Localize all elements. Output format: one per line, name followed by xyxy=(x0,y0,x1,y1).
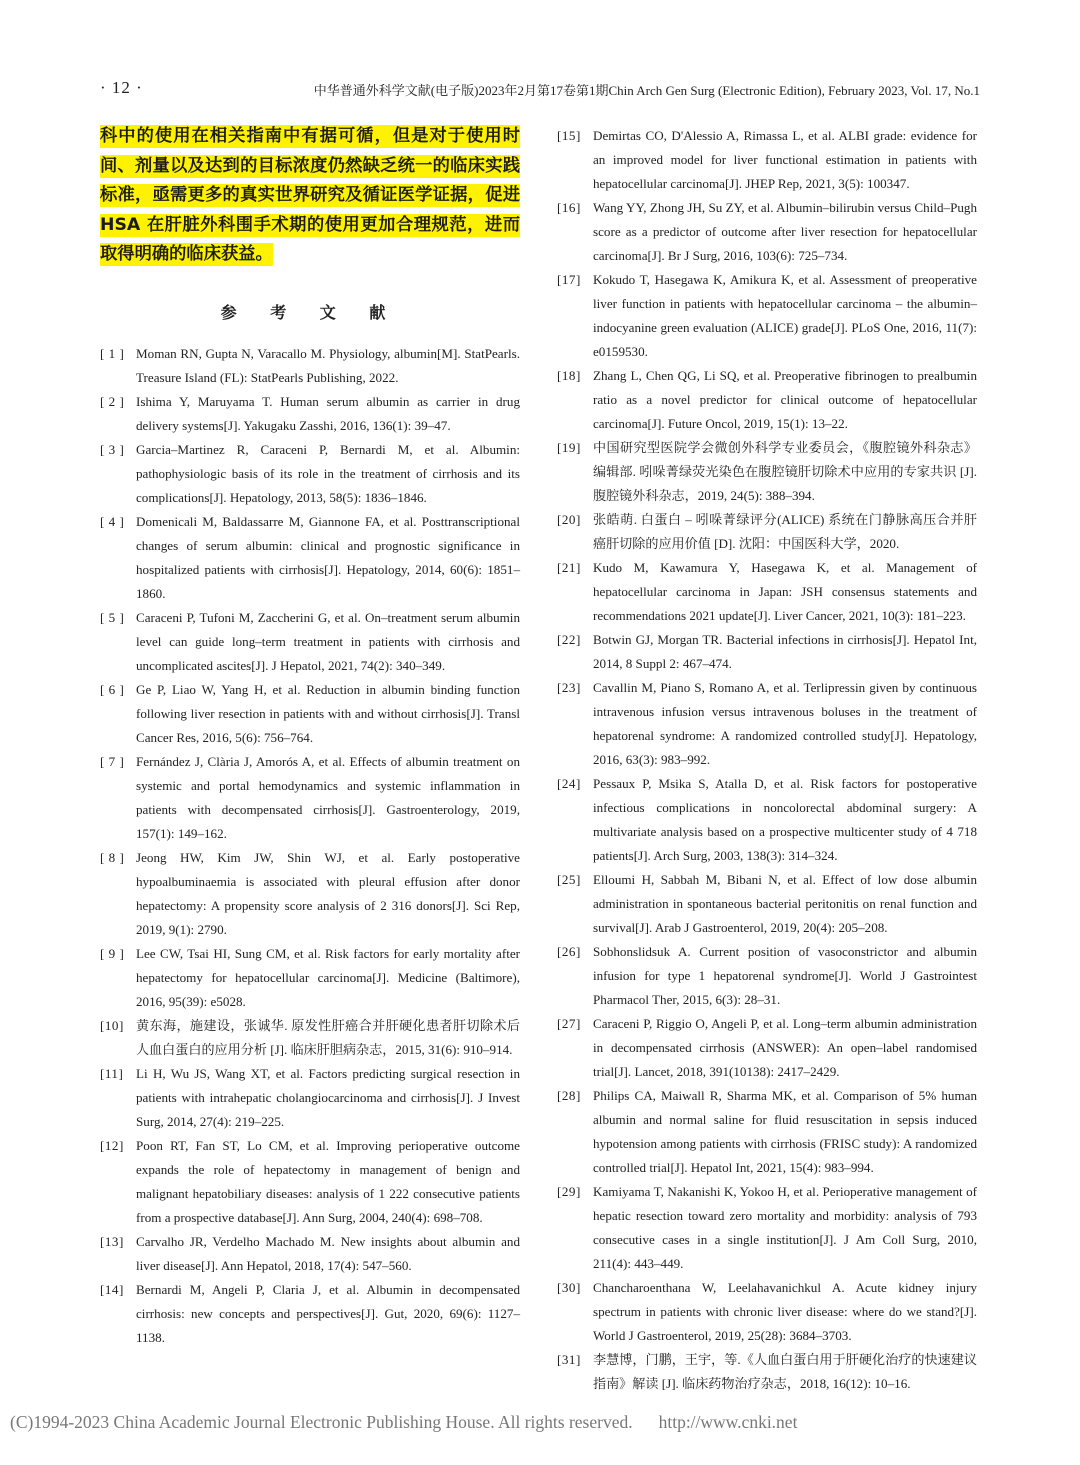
reference-text: Ge P, Liao W, Yang H, et al. Reduction in albumin binding function following liver resection in patients with and without cirrhosis[J]. Transl Cancer Res, 2016, 5(6): 756–764. xyxy=(136,681,520,745)
reference-item xyxy=(557,772,977,868)
reference-number: [22] xyxy=(557,632,581,647)
reference-number: [30] xyxy=(557,1280,581,1295)
reference-item xyxy=(557,1012,977,1084)
reference-item xyxy=(100,942,520,1014)
reference-text: Caraceni P, Tufoni M, Zaccherini G, et al. On–treatment serum albumin level can guide long–term treatment in patients with cirrhosis and uncomplicated ascites[J]. J Hepatol, 2021, 74(2): 340–349. xyxy=(136,609,520,673)
left-column xyxy=(100,122,520,1350)
reference-item xyxy=(557,508,977,556)
reference-text: Philips CA, Maiwall R, Sharma MK, et al. Comparison of 5% human albumin and normal saline for fluid resuscitation in sepsis induced hypotension among patients with cirrhosis (FRISC study): A randomized controlled trial[J]. Hepatol Int, 2021, 15(4): 983–994. xyxy=(593,1088,977,1175)
reference-text: Botwin GJ, Morgan TR. Bacterial infections in cirrhosis[J]. Hepatol Int, 2014, 8 Suppl 2: 467–474. xyxy=(593,632,977,671)
highlighted-conclusion xyxy=(100,122,520,270)
reference-text: Garcia–Martinez R, Caraceni P, Bernardi M, et al. Albumin: pathophysiologic basis of its role in the treatment of cirrhosis and its complications[J]. Hepatology, 2013, 58(5): 1836–1846. xyxy=(136,441,520,505)
reference-text: Fernández J, Clària J, Amorós A, et al. Effects of albumin treatment on systemic and portal hemodynamics and systemic inflammation in patients with decompensated cirrhosis[J]. Gastroenterology, 2019, 157(1): 149–162. xyxy=(136,753,520,841)
reference-text: Wang YY, Zhong JH, Su ZY, et al. Albumin–bilirubin versus Child–Pugh score as a predictor of outcome after liver resection for hepatocellular carcinoma[J]. Br J Surg, 2016, 103(6): 725–734. xyxy=(593,200,977,263)
reference-number: [20] xyxy=(557,512,581,527)
reference-text: Zhang L, Chen QG, Li SQ, et al. Preoperative fibrinogen to prealbumin ratio as a novel predictor for clinical outcome of hepatocellular carcinoma[J]. Future Oncol, 2019, 15(1): 13–22. xyxy=(593,368,977,431)
reference-number: [12] xyxy=(100,1137,124,1153)
reference-text: 张皓萌. 白蛋白 – 吲哚菁绿评分(ALICE) 系统在门静脉高压合并肝癌肝切除的应用价值 [D]. 沈阳：中国医科大学，2020. xyxy=(593,512,977,551)
reference-text: 黄东海，施建设，张诚华. 原发性肝癌合并肝硬化患者肝切除术后人血白蛋白的应用分析 [J]. 临床肝胆病杂志，2015, 31(6): 910–914. xyxy=(136,1017,520,1057)
reference-number: [11] xyxy=(100,1065,124,1081)
reference-number: [27] xyxy=(557,1016,581,1031)
reference-item xyxy=(100,1062,520,1134)
reference-text: Carvalho JR, Verdelho Machado M. New insights about albumin and liver disease[J]. Ann Hepatol, 2018, 17(4): 547–560. xyxy=(136,1233,520,1273)
reference-text: Cavallin M, Piano S, Romano A, et al. Terlipressin given by continuous intravenous infusion versus intravenous boluses in the treatment of hepatorenal syndrome: A randomized controlled study[J]. Hepatology, 2016, 63(3): 983–992. xyxy=(593,680,977,767)
reference-item xyxy=(557,436,977,508)
reference-text: Kudo M, Kawamura Y, Hasegawa K, et al. Management of hepatocellular carcinoma in Japan: JSH consensus statements and recommendations 2021 update[J]. Liver Cancer, 2021, 10(3): 181–223. xyxy=(593,560,977,623)
reference-number: [10] xyxy=(100,1017,124,1033)
reference-number: [29] xyxy=(557,1184,581,1199)
reference-number: [24] xyxy=(557,776,581,791)
reference-item xyxy=(100,606,520,678)
reference-item xyxy=(100,1278,520,1350)
references-heading: 参 考 文 献 xyxy=(220,302,400,322)
journal-running-head: 中华普通外科学文献(电子版)2023年2月第17卷第1期Chin Arch Gen Surg (Electronic Edition), February 2023, Vol. 17, No.1 xyxy=(313,83,980,98)
reference-item xyxy=(557,364,977,436)
reference-number: [ 9 ] xyxy=(100,945,125,961)
reference-item xyxy=(100,1134,520,1230)
reference-item xyxy=(100,750,520,846)
reference-item xyxy=(557,268,977,364)
reference-number: [15] xyxy=(557,128,581,143)
reference-text: 中国研究型医院学会微创外科学专业委员会，《腹腔镜外科杂志》编辑部. 吲哚菁绿荧光染色在腹腔镜肝切除术中应用的专家共识 [J]. 腹腔镜外科杂志，2019, 24(5): 388–394. xyxy=(593,440,977,503)
reference-number: [ 1 ] xyxy=(100,345,125,361)
copyright-notice: (C)1994-2023 China Academic Journal Electronic Publishing House. All rights reserved. xyxy=(10,1412,633,1432)
reference-item xyxy=(557,124,977,196)
reference-text: Moman RN, Gupta N, Varacallo M. Physiology, albumin[M]. StatPearls. Treasure Island (FL): StatPearls Publishing, 2022. xyxy=(136,345,520,385)
reference-item xyxy=(557,196,977,268)
reference-item xyxy=(100,510,520,606)
reference-text: Sobhonslidsuk A. Current position of vasoconstrictor and albumin infusion for type 1 hepatorenal syndrome[J]. World J Gastrointest Pharmacol Ther, 2015, 6(3): 28–31. xyxy=(593,944,977,1007)
reference-number: [13] xyxy=(100,1233,124,1249)
reference-text: Demirtas CO, D'Alessio A, Rimassa L, et al. ALBI grade: evidence for an improved model for liver functional estimation in patients with hepatocellular carcinoma[J]. JHEP Rep, 2021, 3(5): 100347. xyxy=(593,128,977,191)
reference-number: [25] xyxy=(557,872,581,887)
reference-number: [ 8 ] xyxy=(100,849,125,865)
reference-item xyxy=(557,628,977,676)
reference-number: [28] xyxy=(557,1088,581,1103)
reference-text: Elloumi H, Sabbah M, Bibani N, et al. Effect of low dose albumin administration in spontaneous bacterial peritonitis on renal function and survival[J]. Arab J Gastroenterol, 2019, 20(4): 205–208. xyxy=(593,872,977,935)
reference-text: Ishima Y, Maruyama T. Human serum albumin as carrier in drug delivery systems[J]. Yakugaku Zasshi, 2016, 136(1): 39–47. xyxy=(136,393,520,433)
reference-text: Poon RT, Fan ST, Lo CM, et al. Improving perioperative outcome expands the role of hepatectomy in management of benign and malignant hepatobiliary diseases: analysis of 1 222 consecutive patients from a prospective database[J]. Ann Surg, 2004, 240(4): 698–708. xyxy=(136,1137,520,1225)
reference-item xyxy=(100,678,520,750)
reference-number: [ 5 ] xyxy=(100,609,125,625)
reference-number: [14] xyxy=(100,1281,124,1297)
reference-text: 李慧博，门鹏，王宇，等.《人血白蛋白用于肝硬化治疗的快速建议指南》解读 [J]. 临床药物治疗杂志，2018, 16(12): 10–16. xyxy=(593,1352,977,1391)
page-footer xyxy=(10,1412,797,1433)
reference-number: [23] xyxy=(557,680,581,695)
reference-item xyxy=(100,342,520,390)
reference-text: Lee CW, Tsai HI, Sung CM, et al. Risk factors for early mortality after hepatectomy for hepatocellular carcinoma[J]. Medicine (Baltimore), 2016, 95(39): e5028. xyxy=(136,945,520,1009)
reference-list-right xyxy=(557,124,977,1396)
reference-item xyxy=(557,868,977,940)
reference-item xyxy=(100,1230,520,1278)
reference-number: [ 6 ] xyxy=(100,681,125,697)
reference-item xyxy=(100,846,520,942)
reference-number: [ 7 ] xyxy=(100,753,125,769)
reference-number: [31] xyxy=(557,1352,581,1367)
reference-item xyxy=(100,390,520,438)
page-header xyxy=(100,78,980,100)
reference-list-left xyxy=(100,342,520,1350)
reference-item xyxy=(557,940,977,1012)
right-column xyxy=(557,124,977,1396)
reference-number: [ 2 ] xyxy=(100,393,125,409)
reference-number: [26] xyxy=(557,944,581,959)
reference-text: Kokudo T, Hasegawa K, Amikura K, et al. Assessment of preoperative liver function in patients with hepatocellular carcinoma – the albumin–indocyanine green evaluation (ALICE) grade[J]. PLoS One, 2016, 11(7): e0159530. xyxy=(593,272,977,359)
reference-item xyxy=(557,1084,977,1180)
reference-text: Chancharoenthana W, Leelahavanichkul A. Acute kidney injury spectrum in patients with chronic liver disease: where do we stand?[J]. World J Gastroenterol, 2019, 25(28): 3684–3703. xyxy=(593,1280,977,1343)
reference-item xyxy=(557,1276,977,1348)
page-number: · 12 · xyxy=(100,78,143,97)
reference-text: Kamiyama T, Nakanishi K, Yokoo H, et al. Perioperative management of hepatic resection toward zero mortality and morbidity: analysis of 793 consecutive cases in a single institution[J]. J Am Coll Surg, 2010, 211(4): 443–449. xyxy=(593,1184,977,1271)
highlighted-text: 科中的使用在相关指南中有据可循，但是对于使用时间、剂量以及达到的目标浓度仍然缺乏统一的临床实践标准，亟需更多的真实世界研究及循证医学证据，促进 HSA 在肝脏外科围手术期的使用更加合理规范，进而取得明确的临床获益。 xyxy=(100,126,520,264)
reference-number: [18] xyxy=(557,368,581,383)
reference-text: Li H, Wu JS, Wang XT, et al. Factors predicting surgical resection in patients with intrahepatic cholangiocarcinoma and cirrhosis[J]. J Invest Surg, 2014, 27(4): 219–225. xyxy=(136,1065,520,1129)
reference-text: Pessaux P, Msika S, Atalla D, et al. Risk factors for postoperative infectious complications in noncolorectal abdominal surgery: A multivariate analysis based on a prospective multicenter study of 4 718 patients[J]. Arch Surg, 2003, 138(3): 314–324. xyxy=(593,776,977,863)
reference-number: [16] xyxy=(557,200,581,215)
reference-number: [ 4 ] xyxy=(100,513,125,529)
reference-item xyxy=(557,676,977,772)
reference-item xyxy=(100,438,520,510)
reference-item xyxy=(557,1180,977,1276)
reference-text: Jeong HW, Kim JW, Shin WJ, et al. Early postoperative hypoalbuminaemia is associated with pleural effusion after donor hepatectomy: A propensity score analysis of 2 316 donors[J]. Sci Rep, 2019, 9(1): 2790. xyxy=(136,849,520,937)
reference-number: [21] xyxy=(557,560,581,575)
reference-item xyxy=(100,1014,520,1062)
reference-item xyxy=(557,556,977,628)
footer-url: http://www.cnki.net xyxy=(658,1412,798,1432)
reference-text: Domenicali M, Baldassarre M, Giannone FA, et al. Posttranscriptional changes of serum albumin: clinical and prognostic significance in hospitalized patients with cirrhosis[J]. Hepatology, 2014, 60(6): 1851–1860. xyxy=(136,513,520,601)
reference-number: [17] xyxy=(557,272,581,287)
reference-text: Caraceni P, Riggio O, Angeli P, et al. Long–term albumin administration in decompensated cirrhosis (ANSWER): An open–label randomised trial[J]. Lancet, 2018, 391(10138): 2417–2429. xyxy=(593,1016,977,1079)
reference-item xyxy=(557,1348,977,1396)
reference-text: Bernardi M, Angeli P, Claria J, et al. Albumin in decompensated cirrhosis: new concepts and perspectives[J]. Gut, 2020, 69(6): 1127–1138. xyxy=(136,1281,520,1345)
reference-number: [19] xyxy=(557,440,581,455)
reference-number: [ 3 ] xyxy=(100,441,125,457)
